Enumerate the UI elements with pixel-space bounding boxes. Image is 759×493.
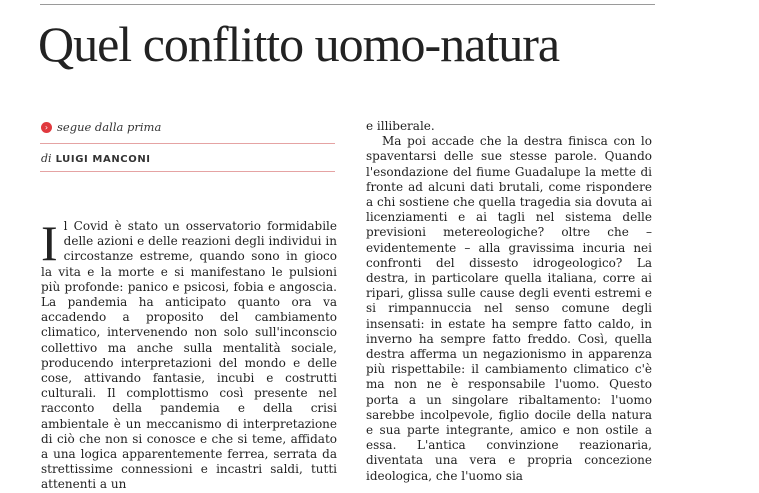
left-column-text: l Covid è stato un osservatorio formidabile delle azioni e delle reazioni degli individui in circostanze estreme, quando sono in gioco la vita e la morte e si manifestano le pulsioni più profonde: panico e psicosi, fobia e angoscia. La pandemia ha anticipato quanto ora va accadendo a proposito del cambiamento climatico, intervenendo non solo sull'inconscio collettivo ma anche sulla mentalità sociale, producendo interpretazioni del mondo e delle cose, attivando fantasie, incubi e costrutti culturali. Il complottismo così presente nel racconto della pandemia e della crisi ambientale è un meccanismo di interpretazione di ciò che non si conosce e che si teme, affidato a una logica apparentemente ferrea, serrata da strettissime connessioni e incastri saldi, tutti attenenti a un [41, 219, 337, 492]
byline [41, 152, 151, 165]
author-name: LUIGI MANCONI [55, 154, 151, 165]
article-paragraph [41, 215, 337, 493]
dropcap: I [41, 215, 58, 271]
byline-divider [40, 171, 335, 172]
kicker [41, 120, 161, 134]
byline-prefix: di [41, 152, 52, 165]
kicker-divider [40, 143, 335, 144]
left-column [41, 215, 337, 493]
right-column-first-line: e illiberale. [366, 119, 435, 133]
right-column-paragraph: Ma poi accade che la destra finisca con lo spaventarsi delle sue stesse parole. Quando l'esondazione del fiume Guadalupe la mette di fronte ad alcuni dati brutali, come rispondere a chi sostiene che quella tragedia sia dovuta ai licenziamenti e ai tagli nel sistema delle previsioni metereologiche? oltre che – evidentemente – alla gravissima incuria nei confronti del dissesto idrogeologico? La destra, in particolare quella italiana, corre ai ripari, glissa sulle cause degli eventi estremi e si rimpannuccia nel senso comune degli insensati: in estate ha sempre fatto caldo, in inverno ha sempre fatto freddo. Così, quella destra afferma un negazionismo in apparenza più rispettabile: il cambiamento climatico c'è ma non ne è responsabile l'uomo. Questo porta a un singolare ribaltamento: l'uomo sarebbe incolpevole, figlio docile della natura e sua parte integrante, amico e non ostile a essa. L'antica convinzione reazionaria, diventata una vera e propria concezione ideologica, che l'uomo sia [366, 134, 652, 483]
arrow-right-circle-icon: › [41, 122, 52, 133]
top-divider [40, 4, 655, 5]
kicker-text: segue dalla prima [57, 120, 162, 134]
right-column [366, 119, 652, 484]
headline: Quel conflitto uomo-natura [38, 16, 560, 72]
